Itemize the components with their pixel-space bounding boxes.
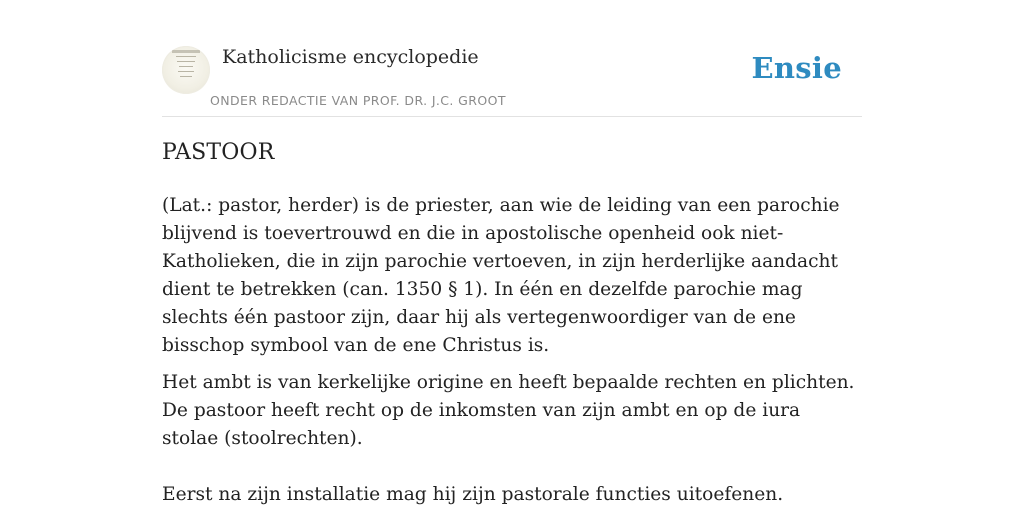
book-cover-icon[interactable] [162,46,210,94]
entry-paragraph: Het ambt is van kerkelijke origine en heeft bepaalde rechten en plichten. De pastoor heeft recht op de inkomsten van zijn ambt en op de iura stolae (stoolrechten). [162,372,855,449]
ensie-logo[interactable]: Ensie [751,51,842,85]
page [162,0,862,512]
header [162,0,862,117]
editor-credit: ONDER REDACTIE VAN PROF. DR. J.C. GROOT [210,93,506,108]
entry-paragraph: (Lat.: pastor, herder) is de priester, aan wie de leiding van een parochie blijvend is toevertrouwd en die in apostolische openheid ook niet-Katholieken, die in zijn parochie vertoeven, in zijn herderlijke aandacht dient te betrekken (can. 1350 § 1). In één en dezelfde parochie mag slechts één pastoor zijn, daar hij als vertegenwoordiger van de ene bisschop symbool van de ene Christus is. [162,195,840,356]
entry-paragraph: Eerst na zijn installatie mag hij zijn pastorale functies uitoefenen. [162,484,784,505]
book-title-link[interactable]: Katholicisme encyclopedie [222,46,479,68]
entry-body [162,192,862,509]
entry-title: PASTOOR [162,140,275,165]
